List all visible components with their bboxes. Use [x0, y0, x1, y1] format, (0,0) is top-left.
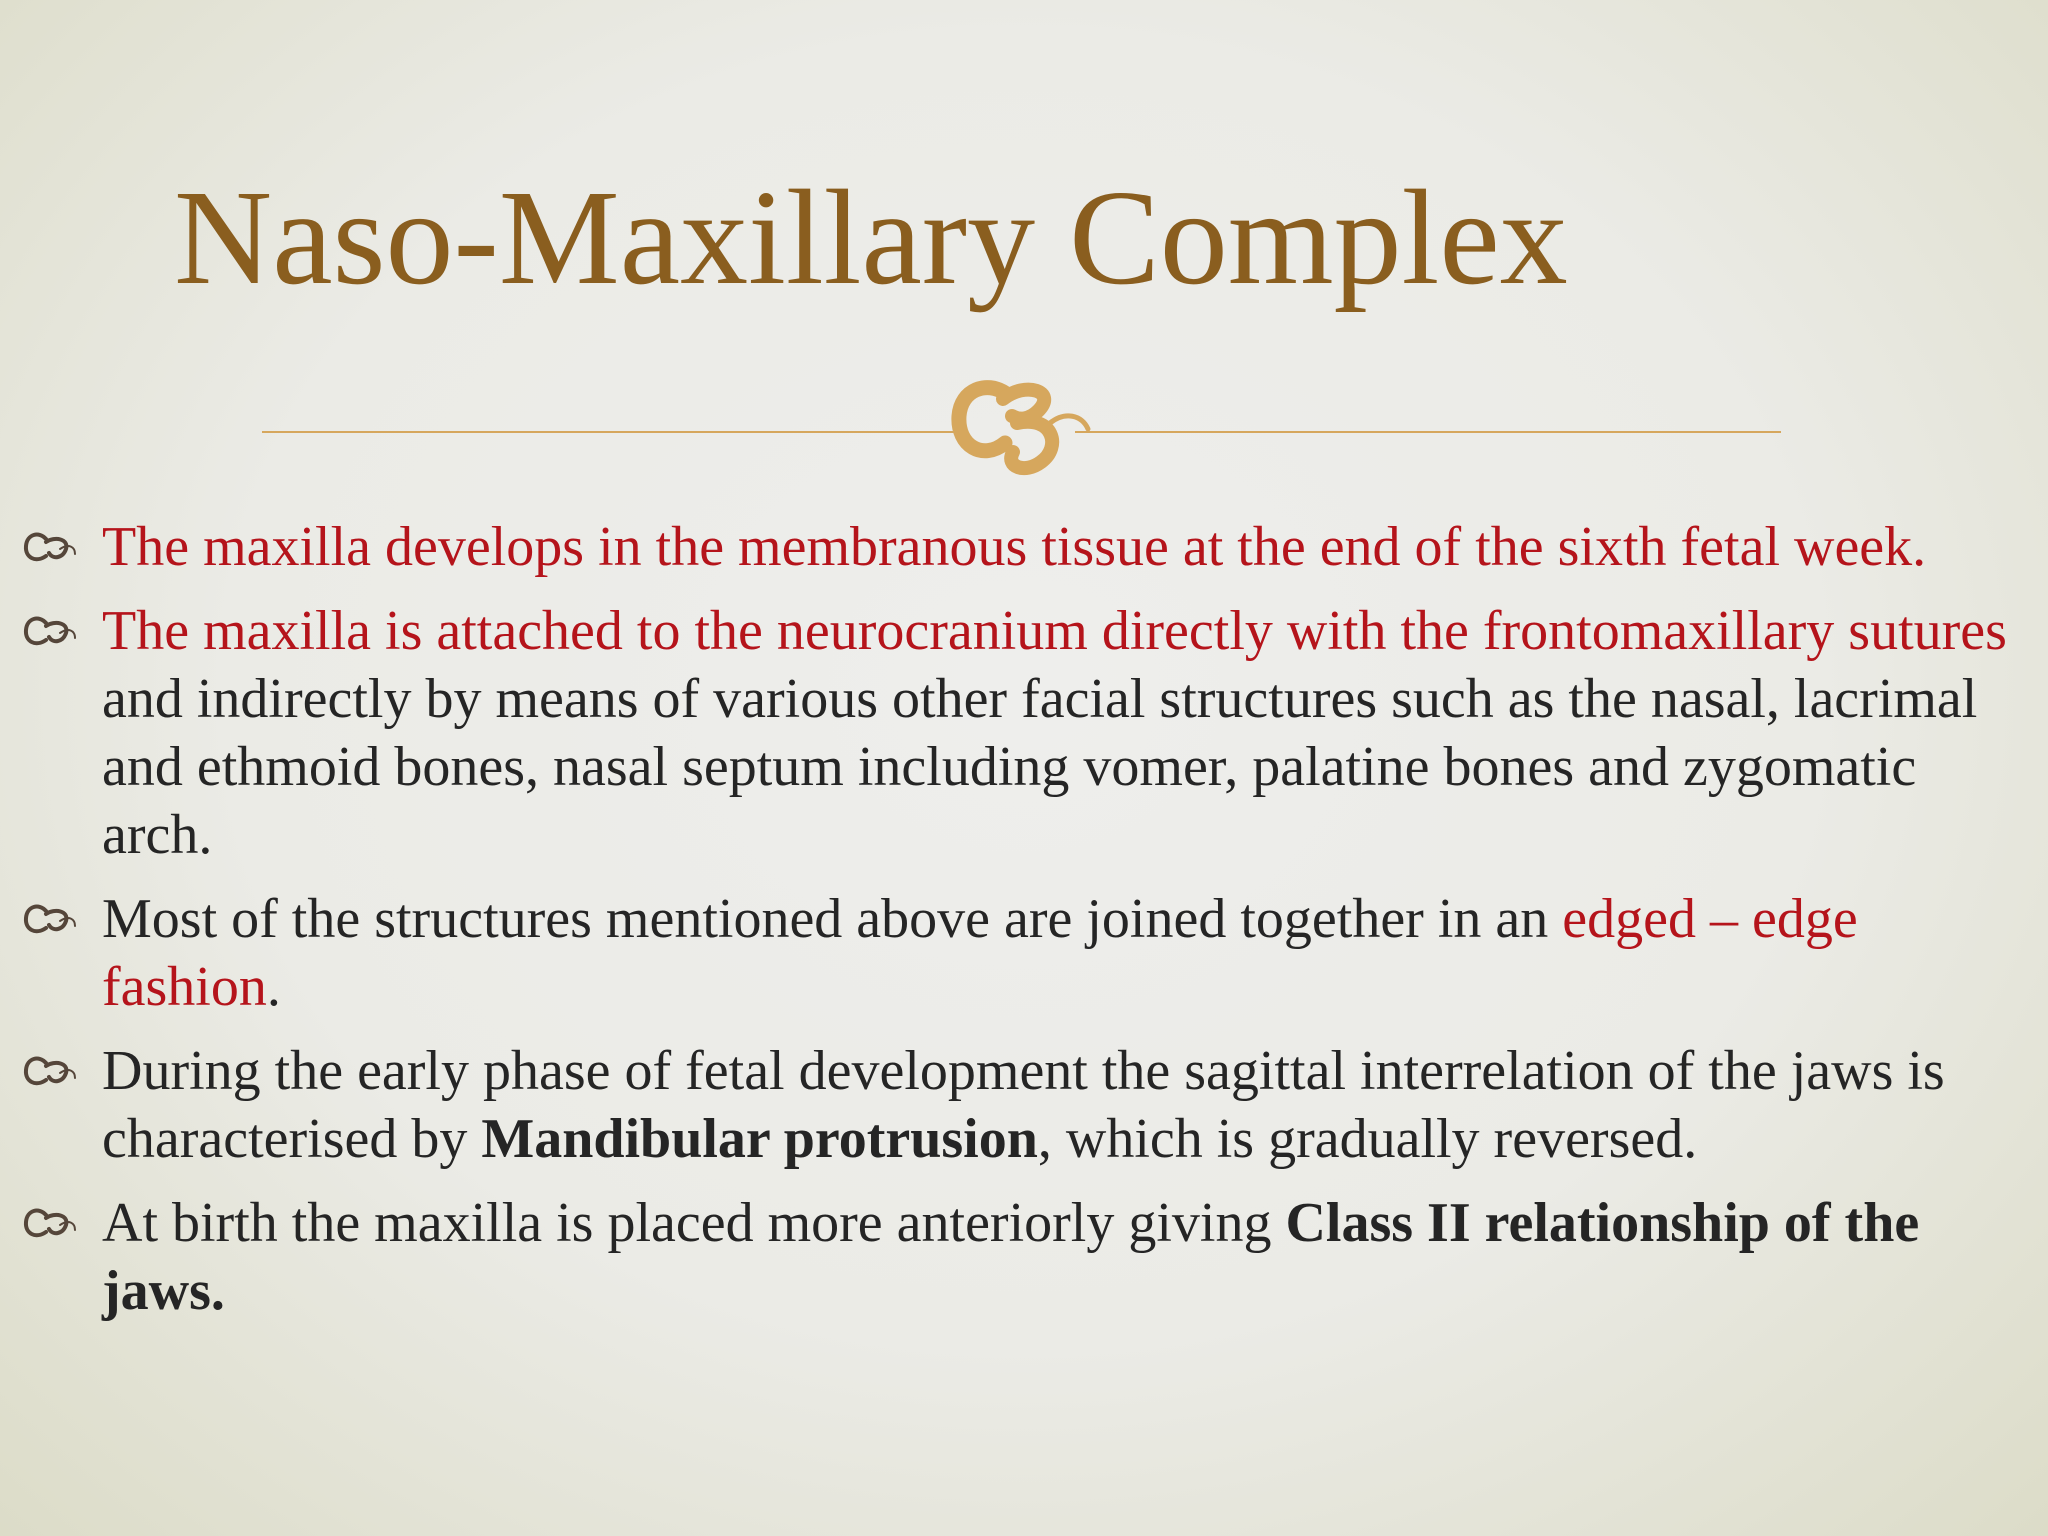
bullet-item-1: [0, 513, 2048, 581]
bullet-item-5: [0, 1189, 2048, 1325]
ornamental-flourish-icon: [947, 373, 1097, 483]
bullet-item-3: [0, 885, 2048, 1021]
bullet-4-lead-text: During the early phase of fetal development the sagittal interrelation of the jaws is characterised by: [102, 1040, 1945, 1170]
title-divider-right: [1075, 431, 1781, 433]
bullet-3-lead-text: Most of the structures mentioned above are joined together in an: [102, 888, 1563, 950]
bullet-5-lead-text: At birth the maxilla is placed more anteriorly giving: [102, 1192, 1286, 1254]
bullet-item-4: [0, 1037, 2048, 1173]
title-divider-left: [262, 431, 962, 433]
flourish-bullet-icon: [22, 1203, 78, 1243]
bullet-5-bold-text: Class II relationship of the jaws.: [102, 1192, 1920, 1322]
flourish-bullet-icon: [22, 611, 78, 651]
flourish-bullet-icon: [22, 527, 78, 567]
bullet-item-2: [0, 597, 2048, 869]
bullet-3-trail-text: .: [266, 956, 281, 1018]
flourish-bullet-icon: [22, 899, 78, 939]
bullet-4-trail-text: , which is gradually reversed.: [1037, 1108, 1698, 1170]
bullet-2-black-text: and indirectly by means of various other facial structures such as the nasal, lacrimal and ethmoid bones, nasal septum including vomer, palatine bones and zygomatic arch.: [102, 668, 1978, 866]
bullet-1-red-text: The maxilla develops in the membranous tissue at the end of the sixth fetal week.: [102, 516, 1927, 578]
bullet-3-red-text: edged – edge fashion: [102, 888, 1858, 1018]
flourish-bullet-icon: [22, 1051, 78, 1091]
bullet-2-red-text: The maxilla is attached to the neurocranium directly with the frontomaxillary sutures: [102, 600, 2007, 662]
bullet-list: [0, 513, 2048, 1341]
bullet-4-bold-text: Mandibular protrusion: [481, 1108, 1038, 1170]
slide-title: Naso-Maxillary Complex: [174, 163, 1568, 313]
